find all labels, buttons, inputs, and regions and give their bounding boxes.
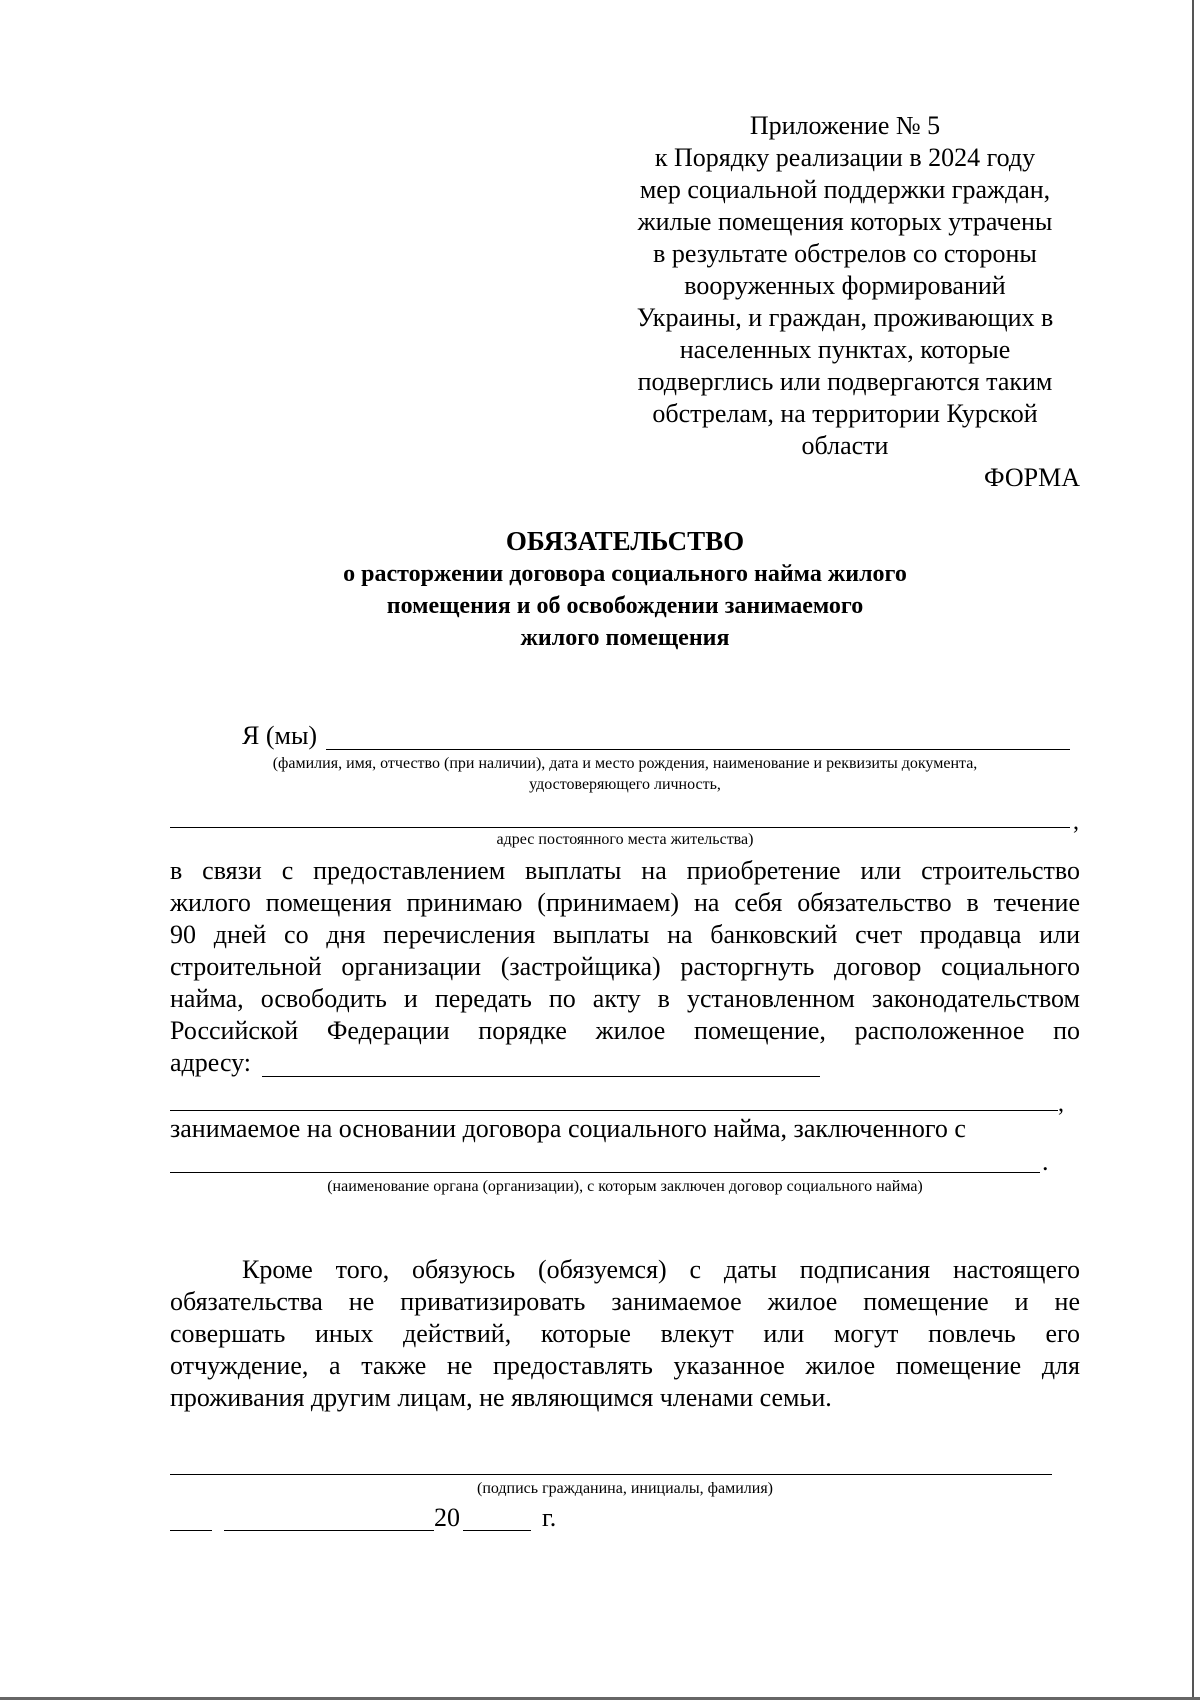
title-sub-line: помещения и об освобождении занимаемого: [386, 593, 864, 619]
signature-caption: (подпись гражданина, инициалы, фамилия): [476, 1480, 774, 1497]
address-label: адресу:: [170, 1048, 252, 1077]
title-sub-line: о расторжении договора социального найма жилого: [343, 561, 907, 587]
title-sub-line: жилого помещения: [520, 625, 730, 651]
paragraph-line: найма, освободить и передать по акту в установленном законодательством: [170, 984, 1080, 1013]
title-main: ОБЯЗАТЕЛЬСТВО: [505, 526, 745, 556]
declarant-caption-1: (фамилия, имя, отчество (при наличии), дата и место рождения, наименование и реквизиты документа,: [272, 755, 978, 772]
declarant-caption-2: удостоверяющего личность,: [529, 776, 721, 793]
declarant-label: Я (мы): [242, 721, 318, 750]
paragraph-line: обязательства не приватизировать занимаемое жилое помещение и не: [170, 1287, 1080, 1316]
form-label: ФОРМА: [984, 463, 1080, 492]
document-title: [170, 524, 1080, 654]
appendix-line: вооруженных формирований: [684, 271, 1006, 300]
appendix-line: в результате обстрелов со стороны: [653, 239, 1037, 268]
appendix-line: обстрелам, на территории Курской: [652, 399, 1038, 428]
paragraph-line: жилого помещения принимаю (принимаем) на себя обязательство в течение: [170, 888, 1080, 917]
paragraph-line: Российской Федерации порядке жилое помещение, расположенное по: [170, 1016, 1080, 1045]
date-year-field[interactable]: [463, 1530, 531, 1531]
address-comma: ,: [1058, 1091, 1064, 1117]
page-edge-right: [1192, 0, 1194, 1700]
address-caption: адрес постоянного места жительства): [496, 831, 754, 848]
paragraph-line: 90 дней со дня перечисления выплаты на банковский счет продавца или: [170, 920, 1080, 949]
paragraph-obligation: [170, 855, 1080, 1047]
date-day-field[interactable]: [170, 1530, 212, 1531]
appendix-line: Приложение № 5: [749, 111, 941, 140]
paragraph-line: Кроме того, обязуюсь (обязуемся) с даты подписания настоящего: [242, 1255, 1080, 1284]
paragraph-additional-obligation: [170, 1254, 1080, 1414]
paragraph-line: отчуждение, а также не предоставлять указанное жилое помещение для: [170, 1351, 1080, 1380]
appendix-header: [610, 110, 1080, 462]
appendix-line: к Порядку реализации в 2024 году: [654, 143, 1036, 172]
appendix-line: подверглись или подвергаются таким: [637, 367, 1053, 396]
appendix-line: мер социальной поддержки граждан,: [639, 175, 1051, 204]
appendix-line: населенных пунктах, которые: [679, 335, 1011, 364]
paragraph-line: строительной организации (застройщика) расторгнуть договор социального: [170, 952, 1080, 981]
date-month-field[interactable]: [224, 1530, 434, 1531]
paragraph-line: в связи с предоставлением выплаты на приобретение или строительство: [170, 856, 1080, 885]
declarant-name-field[interactable]: [326, 749, 1070, 750]
paragraph-line: проживания другим лицам, не являющимся членами семьи.: [170, 1383, 832, 1412]
declarant-comma: ,: [1073, 809, 1079, 835]
contract-caption: (наименование органа (организации), с которым заключен договор социального найма): [327, 1178, 923, 1195]
appendix-line: жилые помещения которых утрачены: [637, 207, 1053, 236]
declarant-address-field[interactable]: [170, 827, 1070, 828]
paragraph-line: совершать иных действий, которые влекут или могут повлечь его: [170, 1319, 1080, 1348]
contract-period: .: [1042, 1147, 1049, 1176]
date-year-suffix: г.: [542, 1503, 557, 1532]
property-address-field-2[interactable]: [170, 1110, 1058, 1111]
signature-field[interactable]: [170, 1474, 1052, 1475]
contract-text: занимаемое на основании договора социального найма, заключенного с: [170, 1114, 966, 1143]
contract-organization-field[interactable]: [170, 1172, 1040, 1173]
property-address-field[interactable]: [262, 1076, 820, 1077]
appendix-line: области: [801, 431, 889, 460]
date-year-prefix: 20: [434, 1503, 460, 1532]
appendix-line: Украины, и граждан, проживающих в: [636, 303, 1054, 332]
